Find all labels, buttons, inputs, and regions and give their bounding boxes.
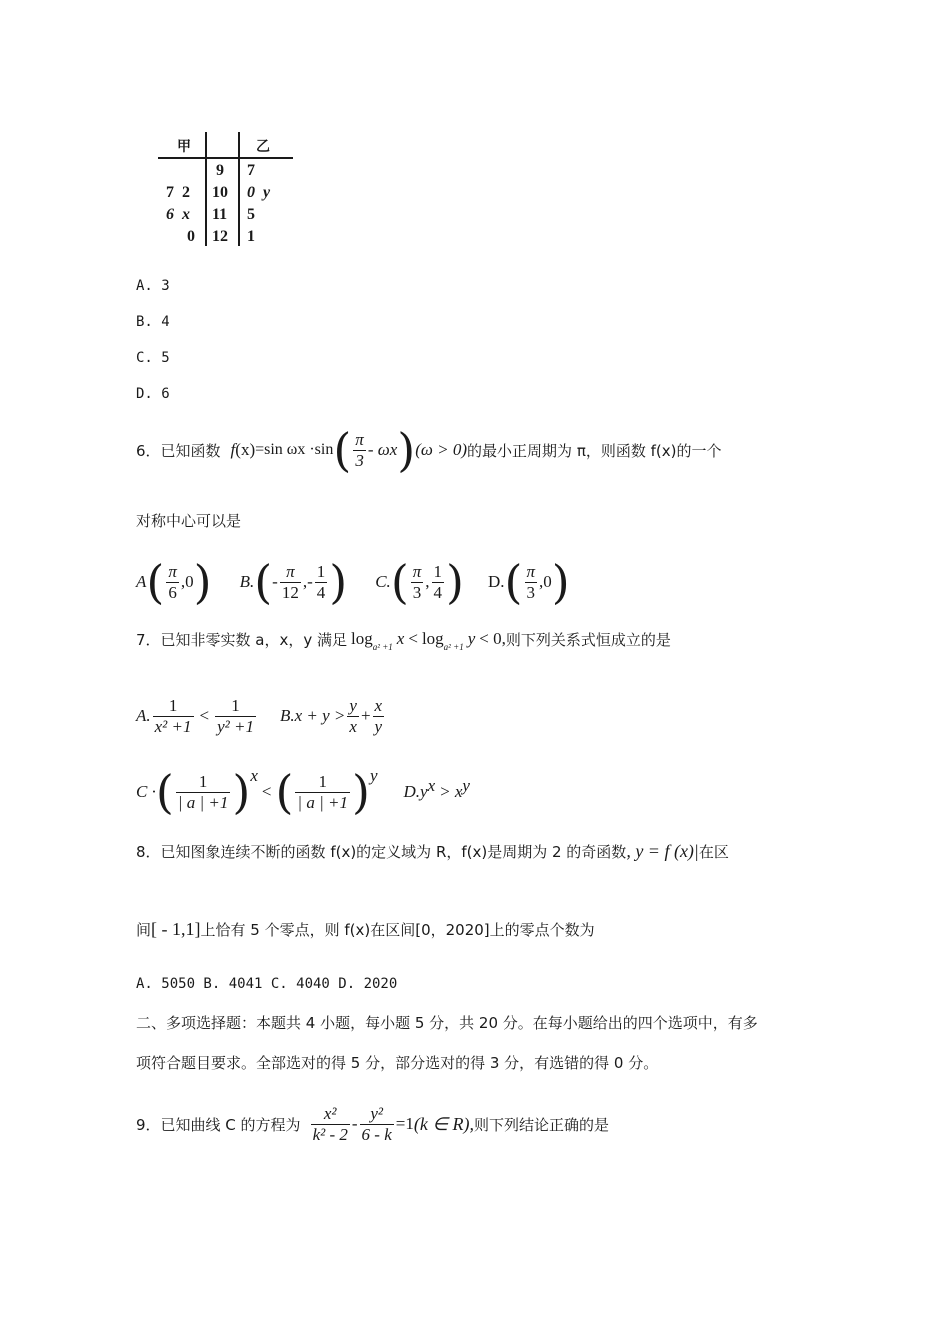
q7-stem: [136, 622, 671, 656]
q7-a-den2: y² +1: [217, 716, 254, 736]
stem-leaf-header-left: 甲: [177, 139, 191, 155]
q6-formula-f: f: [230, 440, 236, 459]
q7-options-ab: [136, 690, 386, 742]
q7-c-exp2: y: [369, 766, 378, 785]
q7-base1: a² +1: [372, 642, 393, 652]
q5-option-b: B. 4: [136, 314, 170, 330]
q6-opt-c-den2: 4: [433, 582, 443, 602]
q7-base2: a² +1: [443, 642, 464, 652]
q8-formula: , y = f (x)|: [626, 840, 699, 861]
q7-y: y: [467, 629, 476, 648]
q7-c-frac2: [295, 772, 350, 813]
q9-eq: =1: [395, 1114, 414, 1133]
q8-text: 8．已知图象连续不断的函数 f(x)的定义域为 R，f(x)是周期为 2 的奇函数: [136, 842, 627, 861]
stem-leaf-figure: [150, 128, 300, 250]
q7-tail: < 0,: [479, 629, 506, 648]
q9-den2: 6 - k: [361, 1124, 392, 1144]
q5-option-d: D. 6: [136, 386, 170, 402]
q6-formula-arg: (x): [235, 440, 256, 459]
left-leaf-cell: 7 2: [166, 184, 190, 201]
q8-line1: [136, 834, 729, 868]
q7-b-den2: y: [374, 716, 383, 736]
q6-minus-term: - ωx: [367, 440, 398, 459]
right-leaf-cell: 7: [247, 162, 255, 179]
q6-opt-c-label: C.: [375, 572, 391, 591]
q6-opt-b-mid: ,-: [302, 572, 313, 591]
right-leaf-cell: 5: [247, 206, 255, 223]
q8-options: A. 5050 B. 4041 C. 4040 D. 2020: [136, 976, 398, 992]
q9-suffix: 则下列结论正确的是: [474, 1115, 610, 1134]
q5-option-c: C. 5: [136, 350, 170, 366]
q6-opt-b-frac2: [315, 562, 328, 603]
q7-suffix: 则下列关系式恒成立的是: [505, 630, 671, 649]
q7-lt: <: [408, 629, 418, 648]
q7-log2: log: [421, 629, 444, 648]
q7-c-exp1: x: [250, 766, 258, 785]
q5-option-a: A. 3: [136, 278, 170, 294]
q9-num1: x²: [323, 1103, 337, 1123]
q6-opt-c-num: π: [412, 561, 422, 581]
stem-cell: 10: [212, 184, 228, 201]
stem-cell: 11: [212, 206, 228, 223]
q7-d-exp2: y: [462, 776, 470, 795]
q6-opt-b-num2: 1: [316, 561, 326, 581]
q9-prefix: 9．已知曲线 C 的方程为: [136, 1115, 301, 1134]
q6-formula-mid: =sin ωx ·sin: [255, 441, 334, 458]
q6-opt-c-frac2: [432, 562, 445, 603]
q6-options: A ( $\frac{\pi}{6}$ ,0 ) B. ( - $\frac{\pi}{12}$ ,- $\frac{1}{4}$ ) C. ( $\frac{\pi}{3}$ , $\frac{1}{4}$ ) D. ( $\frac{\pi}{3}$ ,0 ): [136, 555, 570, 609]
q6-opt-b-num: π: [286, 561, 295, 581]
q7-log1: log: [351, 629, 373, 648]
q7-b-frac1: [347, 696, 359, 737]
q7-c-frac1: [176, 772, 231, 813]
q6-opt-c-num2: 1: [433, 561, 443, 581]
q6-opt-b-frac1: [280, 562, 301, 603]
q6-opt-b-den: 12: [281, 582, 299, 602]
q6-opt-b-label: B.: [239, 572, 255, 591]
q7-a-label: A.: [136, 706, 151, 725]
q6-suffix: 的最小正周期为 π，则函数 f(x)的一个: [467, 441, 722, 460]
stem-cell: 12: [212, 228, 228, 245]
q6-opt-a-tail: ,0: [180, 572, 194, 591]
q6-opt-d-label: D.: [488, 572, 505, 591]
q9-den1: k² - 2: [312, 1124, 348, 1144]
q7-a-num1: 1: [168, 695, 178, 715]
q7-b-label: B.x + y >: [279, 706, 346, 725]
q6-opt-d-den: 3: [526, 582, 535, 602]
q7-c-den1: | a | +1: [177, 792, 229, 812]
left-leaf-cell: 6 x: [166, 206, 190, 223]
q7-b-num1: y: [349, 695, 357, 715]
q6-opt-a-frac: [166, 562, 179, 603]
stem-cell: 9: [216, 162, 224, 179]
q7-b-frac2: [373, 696, 385, 737]
q7-a-num2: 1: [231, 695, 240, 715]
q7-b-plus: +: [360, 706, 371, 725]
q7-a-den1: x² +1: [154, 716, 192, 736]
q6-opt-a-num: π: [168, 561, 177, 581]
q7-prefix: 7．已知非零实数 a，x，y 满足: [136, 630, 348, 649]
q8-interval: [ - 1,1]: [151, 918, 201, 939]
q6-opt-b-pre: -: [272, 572, 278, 591]
q6-opt-a-den: 6: [168, 582, 177, 602]
q6-opt-c-frac1: [411, 562, 424, 603]
q7-b-num2: x: [374, 695, 383, 715]
q6-opt-b-den2: 4: [316, 582, 326, 602]
q8-line2: [136, 912, 595, 946]
left-leaf-cell: 0: [187, 228, 195, 245]
q8-line1-tail: 在区: [698, 842, 729, 861]
q8-line2-post: 上恰有 5 个零点，则 f(x)在区间[0，2020]上的零点个数为: [200, 920, 595, 939]
q8-line2-pre: 间: [136, 920, 152, 939]
q9-num2: y²: [370, 1103, 383, 1123]
q6-fraction: [353, 430, 366, 471]
q6-line2: 对称中心可以是: [136, 512, 242, 530]
q6-prefix: 6．已知函数: [136, 441, 221, 460]
q7-c-den2: | a | +1: [297, 792, 348, 812]
q7-c-label: C ·: [136, 782, 156, 801]
q9-cond: (k ∈ R),: [413, 1113, 475, 1134]
right-leaf-cell: 1: [247, 228, 255, 245]
q6-opt-a-label: A: [136, 572, 147, 591]
stem-leaf-header-right: 乙: [256, 139, 270, 155]
q6-stem: 6．已知函数 f (x) =sin ωx ·sin ( $\frac{\pi}{3}$ - ωx ) (ω > 0) 的最小正周期为 π，则函数 f(x)的一个: [136, 423, 722, 477]
q7-c-lt: <: [261, 782, 272, 801]
q7-d-label: D.y: [403, 782, 428, 801]
q9-stem: [136, 1096, 609, 1152]
q7-d-gt: > x: [439, 782, 463, 801]
q7-d-exp1: x: [427, 776, 436, 795]
q6-opt-c-den: 3: [412, 582, 422, 602]
q9-minus: -: [351, 1114, 358, 1133]
section2-line2: 项符合题目要求。全部选对的得 5 分，部分选对的得 3 分，有选错的得 0 分。: [136, 1054, 659, 1072]
q6-opt-d-num: π: [526, 561, 536, 581]
q6-opt-d-frac: [524, 562, 537, 603]
q7-a-frac2: [215, 696, 256, 737]
section2-line1: 二、多项选择题：本题共 4 小题，每小题 5 分，共 20 分。在每小题给出的四个选项中，有多: [136, 1014, 758, 1032]
q6-frac-num: π: [355, 429, 364, 449]
q7-x: x: [396, 629, 405, 648]
q6-condition: (ω > 0): [415, 440, 468, 459]
q7-a-frac1: [153, 696, 194, 737]
right-leaf-cell: 0 y: [247, 184, 271, 201]
q7-b-den1: x: [349, 716, 357, 736]
q7-a-lt: <: [199, 706, 210, 725]
q6-opt-d-tail: ,0: [539, 572, 552, 591]
q7-options-cd: C · ( $\frac{1}{| a | +1}$ ) $^x$ < ( $\frac{1}{| a | +1}$ ) $^y$ D.y $^x$ > x $^y$: [136, 765, 470, 819]
q9-frac1: [311, 1104, 350, 1145]
q7-c-num1: 1: [198, 771, 208, 791]
q9-frac2: [360, 1104, 394, 1145]
q7-c-num2: 1: [318, 771, 327, 791]
q6-frac-den: 3: [355, 450, 364, 470]
